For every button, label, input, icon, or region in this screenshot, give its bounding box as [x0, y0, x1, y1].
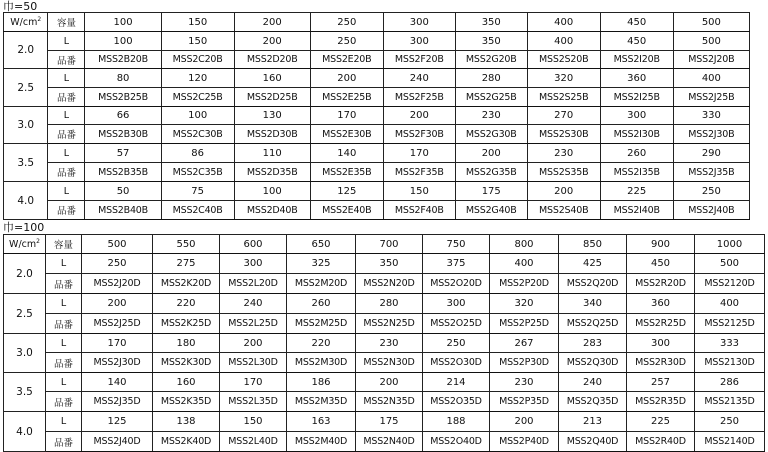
length-label: L	[48, 182, 85, 201]
length-cell: 400	[695, 294, 765, 314]
length-row	[4, 32, 750, 51]
length-cell: 500	[673, 32, 749, 51]
model-cell: MSS2L40D	[220, 432, 287, 452]
length-cell: 250	[695, 412, 765, 432]
length-cell: 330	[673, 107, 749, 125]
length-cell: 200	[220, 334, 287, 353]
model-cell: MSS2F35B	[383, 163, 455, 182]
model-cell: MSS2C35B	[161, 163, 234, 182]
model-cell: MSS2E40B	[310, 201, 383, 220]
model-cell: MSS2R20D	[627, 274, 695, 294]
length-cell: 140	[310, 144, 383, 163]
power-density-header	[4, 13, 48, 32]
model-cell: MSS2120D	[695, 274, 765, 294]
model-cell: MSS2P25D	[490, 314, 559, 334]
model-label: 品番	[48, 88, 85, 107]
model-cell: MSS2G35B	[455, 163, 527, 182]
length-row	[4, 144, 750, 163]
length-cell: 250	[423, 334, 490, 353]
model-cell: MSS2R25D	[627, 314, 695, 334]
length-cell: 200	[356, 373, 423, 392]
length-cell: 138	[153, 412, 220, 432]
length-label: L	[46, 254, 82, 274]
length-cell: 270	[527, 107, 600, 125]
model-cell: MSS2S25B	[527, 88, 600, 107]
model-cell: MSS2L35D	[220, 392, 287, 412]
model-cell: MSS2I25B	[600, 88, 673, 107]
length-cell: 267	[490, 334, 559, 353]
model-label: 品番	[48, 201, 85, 220]
model-row	[4, 274, 765, 294]
capacity-cell: 250	[310, 13, 383, 32]
length-cell: 188	[423, 412, 490, 432]
model-cell: MSS2S35B	[527, 163, 600, 182]
model-cell: MSS2B20B	[85, 51, 161, 69]
length-cell: 200	[234, 32, 310, 51]
length-row	[4, 334, 765, 353]
length-cell: 175	[455, 182, 527, 201]
model-cell: MSS2N40D	[356, 432, 423, 452]
model-cell: MSS2J20D	[82, 274, 153, 294]
model-cell: MSS2L20D	[220, 274, 287, 294]
model-cell: MSS2B35B	[85, 163, 161, 182]
model-cell: MSS2F25B	[383, 88, 455, 107]
length-cell: 230	[527, 144, 600, 163]
model-cell: MSS2P30D	[490, 353, 559, 373]
length-cell: 300	[627, 334, 695, 353]
power-density-unit-sup: 2	[36, 238, 40, 245]
model-cell: MSS2K35D	[153, 392, 220, 412]
wattage-cell: 2.5	[4, 69, 48, 107]
length-cell: 225	[627, 412, 695, 432]
length-cell: 425	[559, 254, 627, 274]
length-cell: 286	[695, 373, 765, 392]
header-row	[4, 235, 765, 254]
model-cell: MSS2M30D	[287, 353, 356, 373]
length-cell: 130	[234, 107, 310, 125]
model-cell: MSS2J40D	[82, 432, 153, 452]
model-cell: MSS2I20B	[600, 51, 673, 69]
length-label: L	[48, 107, 85, 125]
length-cell: 450	[600, 32, 673, 51]
power-density-label: W/cm	[10, 17, 38, 28]
length-row	[4, 182, 750, 201]
wattage-cell: 3.5	[4, 373, 46, 412]
model-cell: MSS2O20D	[423, 274, 490, 294]
capacity-cell: 500	[82, 235, 153, 254]
model-cell: MSS2D20B	[234, 51, 310, 69]
model-row	[4, 432, 765, 452]
model-cell: MSS2Q40D	[559, 432, 627, 452]
length-label: L	[48, 144, 85, 163]
length-cell: 400	[490, 254, 559, 274]
model-cell: MSS2B30B	[85, 125, 161, 144]
capacity-cell: 900	[627, 235, 695, 254]
model-cell: MSS2R35D	[627, 392, 695, 412]
length-cell: 180	[153, 334, 220, 353]
wattage-cell: 2.5	[4, 294, 46, 334]
length-row	[4, 373, 765, 392]
model-cell: MSS2D25B	[234, 88, 310, 107]
model-cell: MSS2F40B	[383, 201, 455, 220]
length-cell: 400	[527, 32, 600, 51]
model-cell: MSS2J20B	[673, 51, 749, 69]
capacity-cell: 550	[153, 235, 220, 254]
length-cell: 400	[673, 69, 749, 88]
power-density-label: W/cm	[9, 239, 37, 250]
model-cell: MSS2M20D	[287, 274, 356, 294]
model-cell: MSS2K20D	[153, 274, 220, 294]
length-cell: 230	[455, 107, 527, 125]
capacity-cell: 100	[85, 13, 161, 32]
model-cell: MSS2S20B	[527, 51, 600, 69]
length-cell: 360	[600, 69, 673, 88]
length-cell: 283	[559, 334, 627, 353]
model-cell: MSS2C20B	[161, 51, 234, 69]
length-cell: 333	[695, 334, 765, 353]
model-cell: MSS2K40D	[153, 432, 220, 452]
length-cell: 320	[527, 69, 600, 88]
model-row	[4, 163, 750, 182]
model-label: 品番	[48, 51, 85, 69]
model-cell: MSS2J40B	[673, 201, 749, 220]
wattage-cell: 3.0	[4, 107, 48, 144]
capacity-header: 容量	[46, 235, 82, 254]
length-cell: 200	[82, 294, 153, 314]
length-row	[4, 412, 765, 432]
length-cell: 150	[220, 412, 287, 432]
length-cell: 325	[287, 254, 356, 274]
model-cell: MSS2J30B	[673, 125, 749, 144]
length-cell: 275	[153, 254, 220, 274]
length-cell: 257	[627, 373, 695, 392]
model-cell: MSS2N25D	[356, 314, 423, 334]
length-cell: 250	[82, 254, 153, 274]
model-cell: MSS2R40D	[627, 432, 695, 452]
model-row	[4, 201, 750, 220]
model-cell: MSS2S40B	[527, 201, 600, 220]
model-cell: MSS2J25B	[673, 88, 749, 107]
length-cell: 186	[287, 373, 356, 392]
model-row	[4, 353, 765, 373]
spec-table-width-100	[3, 234, 765, 452]
model-cell: MSS2I30B	[600, 125, 673, 144]
length-cell: 260	[600, 144, 673, 163]
model-cell: MSS2F20B	[383, 51, 455, 69]
model-cell: MSS2M25D	[287, 314, 356, 334]
model-cell: MSS2L25D	[220, 314, 287, 334]
wattage-cell: 3.0	[4, 334, 46, 373]
model-cell: MSS2M35D	[287, 392, 356, 412]
model-cell: MSS2K25D	[153, 314, 220, 334]
length-cell: 250	[310, 32, 383, 51]
model-cell: MSS2K30D	[153, 353, 220, 373]
capacity-header: 容量	[48, 13, 85, 32]
length-cell: 300	[220, 254, 287, 274]
length-cell: 200	[527, 182, 600, 201]
length-cell: 225	[600, 182, 673, 201]
model-cell: MSS2G40B	[455, 201, 527, 220]
model-cell: MSS2B40B	[85, 201, 161, 220]
length-cell: 280	[455, 69, 527, 88]
length-cell: 163	[287, 412, 356, 432]
length-cell: 220	[153, 294, 220, 314]
capacity-cell: 200	[234, 13, 310, 32]
capacity-cell: 400	[527, 13, 600, 32]
length-cell: 150	[161, 32, 234, 51]
model-cell: MSS2I35B	[600, 163, 673, 182]
model-label: 品番	[46, 432, 82, 452]
length-cell: 350	[356, 254, 423, 274]
length-cell: 360	[627, 294, 695, 314]
length-cell: 200	[310, 69, 383, 88]
model-cell: MSS2I40B	[600, 201, 673, 220]
model-cell: MSS2E20B	[310, 51, 383, 69]
length-cell: 125	[310, 182, 383, 201]
model-cell: MSS2O25D	[423, 314, 490, 334]
wattage-cell: 2.0	[4, 32, 48, 69]
length-cell: 120	[161, 69, 234, 88]
length-label: L	[46, 412, 82, 432]
model-cell: MSS2J30D	[82, 353, 153, 373]
length-label: L	[46, 334, 82, 353]
model-cell: MSS2G30B	[455, 125, 527, 144]
length-row	[4, 69, 750, 88]
length-cell: 100	[85, 32, 161, 51]
model-cell: MSS2G25B	[455, 88, 527, 107]
length-row	[4, 294, 765, 314]
wattage-cell: 2.0	[4, 254, 46, 294]
length-cell: 200	[455, 144, 527, 163]
length-label: L	[48, 32, 85, 51]
model-cell: MSS2J25D	[82, 314, 153, 334]
model-label: 品番	[46, 392, 82, 412]
model-cell: MSS2O30D	[423, 353, 490, 373]
length-cell: 110	[234, 144, 310, 163]
model-cell: MSS2O35D	[423, 392, 490, 412]
model-cell: MSS2C25B	[161, 88, 234, 107]
capacity-cell: 650	[287, 235, 356, 254]
wattage-cell: 3.5	[4, 144, 48, 182]
model-label: 品番	[46, 274, 82, 294]
length-cell: 214	[423, 373, 490, 392]
power-density-unit-sup: 2	[37, 16, 42, 23]
length-row	[4, 254, 765, 274]
model-cell: MSS2C40B	[161, 201, 234, 220]
model-cell: MSS2G20B	[455, 51, 527, 69]
header-row	[4, 13, 750, 32]
length-cell: 213	[559, 412, 627, 432]
model-cell: MSS2P35D	[490, 392, 559, 412]
capacity-cell: 300	[383, 13, 455, 32]
model-cell: MSS2Q20D	[559, 274, 627, 294]
length-cell: 200	[383, 107, 455, 125]
length-cell: 500	[695, 254, 765, 274]
capacity-cell: 600	[220, 235, 287, 254]
length-cell: 230	[356, 334, 423, 353]
model-cell: MSS2S30B	[527, 125, 600, 144]
length-cell: 66	[85, 107, 161, 125]
length-cell: 280	[356, 294, 423, 314]
length-cell: 170	[383, 144, 455, 163]
model-cell: MSS2E35B	[310, 163, 383, 182]
table-title: 巾=50	[3, 0, 38, 13]
model-cell: MSS2P20D	[490, 274, 559, 294]
length-cell: 250	[673, 182, 749, 201]
length-cell: 240	[383, 69, 455, 88]
model-cell: MSS2R30D	[627, 353, 695, 373]
model-cell: MSS2N20D	[356, 274, 423, 294]
wattage-cell: 4.0	[4, 182, 48, 220]
length-cell: 200	[490, 412, 559, 432]
capacity-cell: 800	[490, 235, 559, 254]
model-cell: MSS2Q35D	[559, 392, 627, 412]
length-cell: 150	[383, 182, 455, 201]
model-cell: MSS2Q25D	[559, 314, 627, 334]
model-cell: MSS2125D	[695, 314, 765, 334]
length-cell: 300	[383, 32, 455, 51]
model-cell: MSS2E25B	[310, 88, 383, 107]
model-label: 品番	[46, 353, 82, 373]
length-cell: 50	[85, 182, 161, 201]
length-cell: 240	[220, 294, 287, 314]
model-cell: MSS2D30B	[234, 125, 310, 144]
length-cell: 80	[85, 69, 161, 88]
length-cell: 300	[423, 294, 490, 314]
length-cell: 290	[673, 144, 749, 163]
model-cell: MSS2O40D	[423, 432, 490, 452]
length-label: L	[46, 294, 82, 314]
length-cell: 230	[490, 373, 559, 392]
capacity-cell: 350	[455, 13, 527, 32]
model-cell: MSS2J35B	[673, 163, 749, 182]
capacity-cell: 700	[356, 235, 423, 254]
model-cell: MSS2E30B	[310, 125, 383, 144]
capacity-cell: 850	[559, 235, 627, 254]
length-cell: 100	[161, 107, 234, 125]
model-row	[4, 314, 765, 334]
power-density-header	[4, 235, 46, 254]
length-cell: 160	[153, 373, 220, 392]
model-cell: MSS2P40D	[490, 432, 559, 452]
model-cell: MSS2140D	[695, 432, 765, 452]
model-cell: MSS2L30D	[220, 353, 287, 373]
spec-table-width-50	[3, 12, 750, 220]
length-cell: 125	[82, 412, 153, 432]
capacity-cell: 1000	[695, 235, 765, 254]
length-label: L	[46, 373, 82, 392]
length-label: L	[48, 69, 85, 88]
model-label: 品番	[46, 314, 82, 334]
capacity-cell: 750	[423, 235, 490, 254]
table-title: 巾=100	[3, 221, 45, 234]
length-cell: 160	[234, 69, 310, 88]
model-cell: MSS2Q30D	[559, 353, 627, 373]
length-cell: 100	[234, 182, 310, 201]
length-cell: 450	[627, 254, 695, 274]
length-cell: 340	[559, 294, 627, 314]
length-cell: 350	[455, 32, 527, 51]
model-row	[4, 88, 750, 107]
model-label: 品番	[48, 125, 85, 144]
capacity-cell: 450	[600, 13, 673, 32]
model-cell: MSS2D35B	[234, 163, 310, 182]
model-cell: MSS2C30B	[161, 125, 234, 144]
model-cell: MSS2M40D	[287, 432, 356, 452]
length-cell: 175	[356, 412, 423, 432]
model-row	[4, 51, 750, 69]
model-cell: MSS2N30D	[356, 353, 423, 373]
capacity-cell: 150	[161, 13, 234, 32]
length-cell: 170	[82, 334, 153, 353]
length-cell: 375	[423, 254, 490, 274]
length-cell: 260	[287, 294, 356, 314]
model-cell: MSS2N35D	[356, 392, 423, 412]
model-cell: MSS2135D	[695, 392, 765, 412]
model-label: 品番	[48, 163, 85, 182]
length-cell: 86	[161, 144, 234, 163]
length-cell: 220	[287, 334, 356, 353]
length-cell: 170	[310, 107, 383, 125]
model-row	[4, 125, 750, 144]
length-cell: 300	[600, 107, 673, 125]
length-cell: 140	[82, 373, 153, 392]
model-cell: MSS2D40B	[234, 201, 310, 220]
model-cell: MSS2F30B	[383, 125, 455, 144]
model-row	[4, 392, 765, 412]
length-cell: 240	[559, 373, 627, 392]
model-cell: MSS2B25B	[85, 88, 161, 107]
wattage-cell: 4.0	[4, 412, 46, 452]
length-row	[4, 107, 750, 125]
model-cell: MSS2130D	[695, 353, 765, 373]
model-cell: MSS2J35D	[82, 392, 153, 412]
length-cell: 170	[220, 373, 287, 392]
length-cell: 57	[85, 144, 161, 163]
length-cell: 75	[161, 182, 234, 201]
capacity-cell: 500	[673, 13, 749, 32]
length-cell: 320	[490, 294, 559, 314]
